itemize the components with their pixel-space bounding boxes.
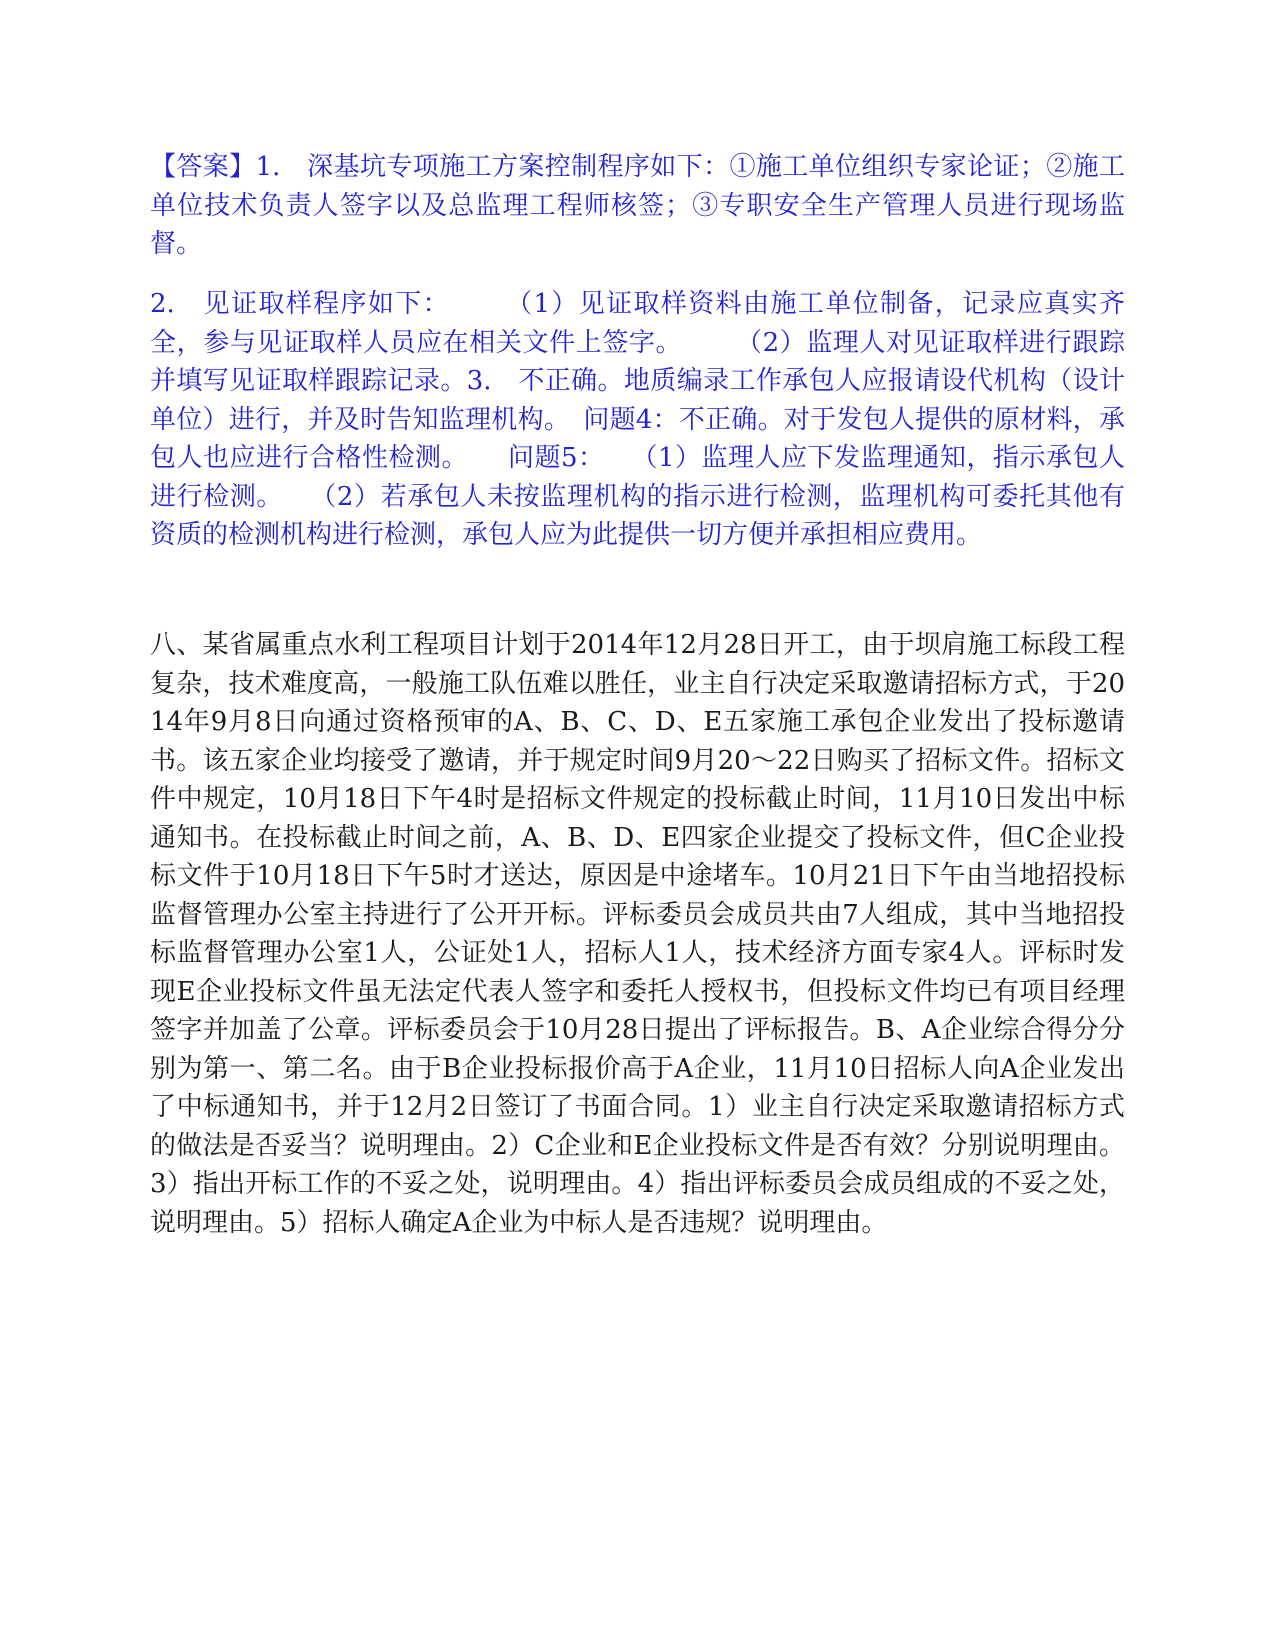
answer-paragraph-1: 【答案】1. 深基坑专项施工方案控制程序如下：①施工单位组织专家论证；②施工单位技术负责人签字以及总监理工程师核签；③专职安全生产管理人员进行现场监督。 [150, 152, 1125, 259]
question-8-paragraph: 八、某省属重点水利工程项目计划于2014年12月28日开工，由于坝肩施工标段工程复杂，技术难度高，一般施工队伍难以胜任，业主自行决定采取邀请招标方式，于2014年9月8日向通过资格预审的A、B、C、D、E五家施工承包企业发出了投标邀请书。该五家企业均接受了邀请，并于规定时间9月20～22日购买了招标文件。招标文件中规定，10月18日下午4时是招标文件规定的投标截止时间，11月10日发出中标通知书。在投标截止时间之前，A、B、D、E四家企业提交了投标文件，但C企业投标文件于10月18日下午5时才送达，原因是中途堵车。10月21日下午由当地招投标监督管理办公室主持进行了公开开标。评标委员会成员共由7人组成，其中当地招投标监督管理办公室1人，公证处1人，招标人1人，技术经济方面专家4人。评标时发现E企业投标文件虽无法定代表人签字和委托人授权书，但投标文件均已有项目经理签字并加盖了公章。评标委员会于10月28日提出了评标报告。B、A企业综合得分分别为第一、第二名。由于B企业投标报价高于A企业，11月10日招标人向A企业发出了中标通知书，并于12月2日签订了书面合同。1）业主自行决定采取邀请招标方式的做法是否妥当？说明理由。2）C企业和E企业投标文件是否有效？分别说明理由。3）指出开标工作的不妥之处，说明理由。4）指出评标委员会成员组成的不妥之处，说明理由。5）招标人确定A企业为中标人是否违规？说明理由。 [150, 630, 1125, 1238]
answer-paragraph-2: 2. 见证取样程序如下： （1）见证取样资料由施工单位制备，记录应真实齐全，参与见证取样人员应在相关文件上签字。 （2）监理人对见证取样进行跟踪并填写见证取样跟踪记录。3. 不正确。地质编录工作承包人应报请设代机构（设计单位）进行，并及时告知监理机构。 问题4：不正确。对于发包人提供的原材料，承包人也应进行合格性检测。 问题5： （1）监理人应下发监理通知，指示承包人进行检测。 （2）若承包人未按监理机构的指示进行检测，监理机构可委托其他有资质的检测机构进行检测，承包人应为此提供一切方便并承担相应费用。 [150, 289, 1125, 550]
